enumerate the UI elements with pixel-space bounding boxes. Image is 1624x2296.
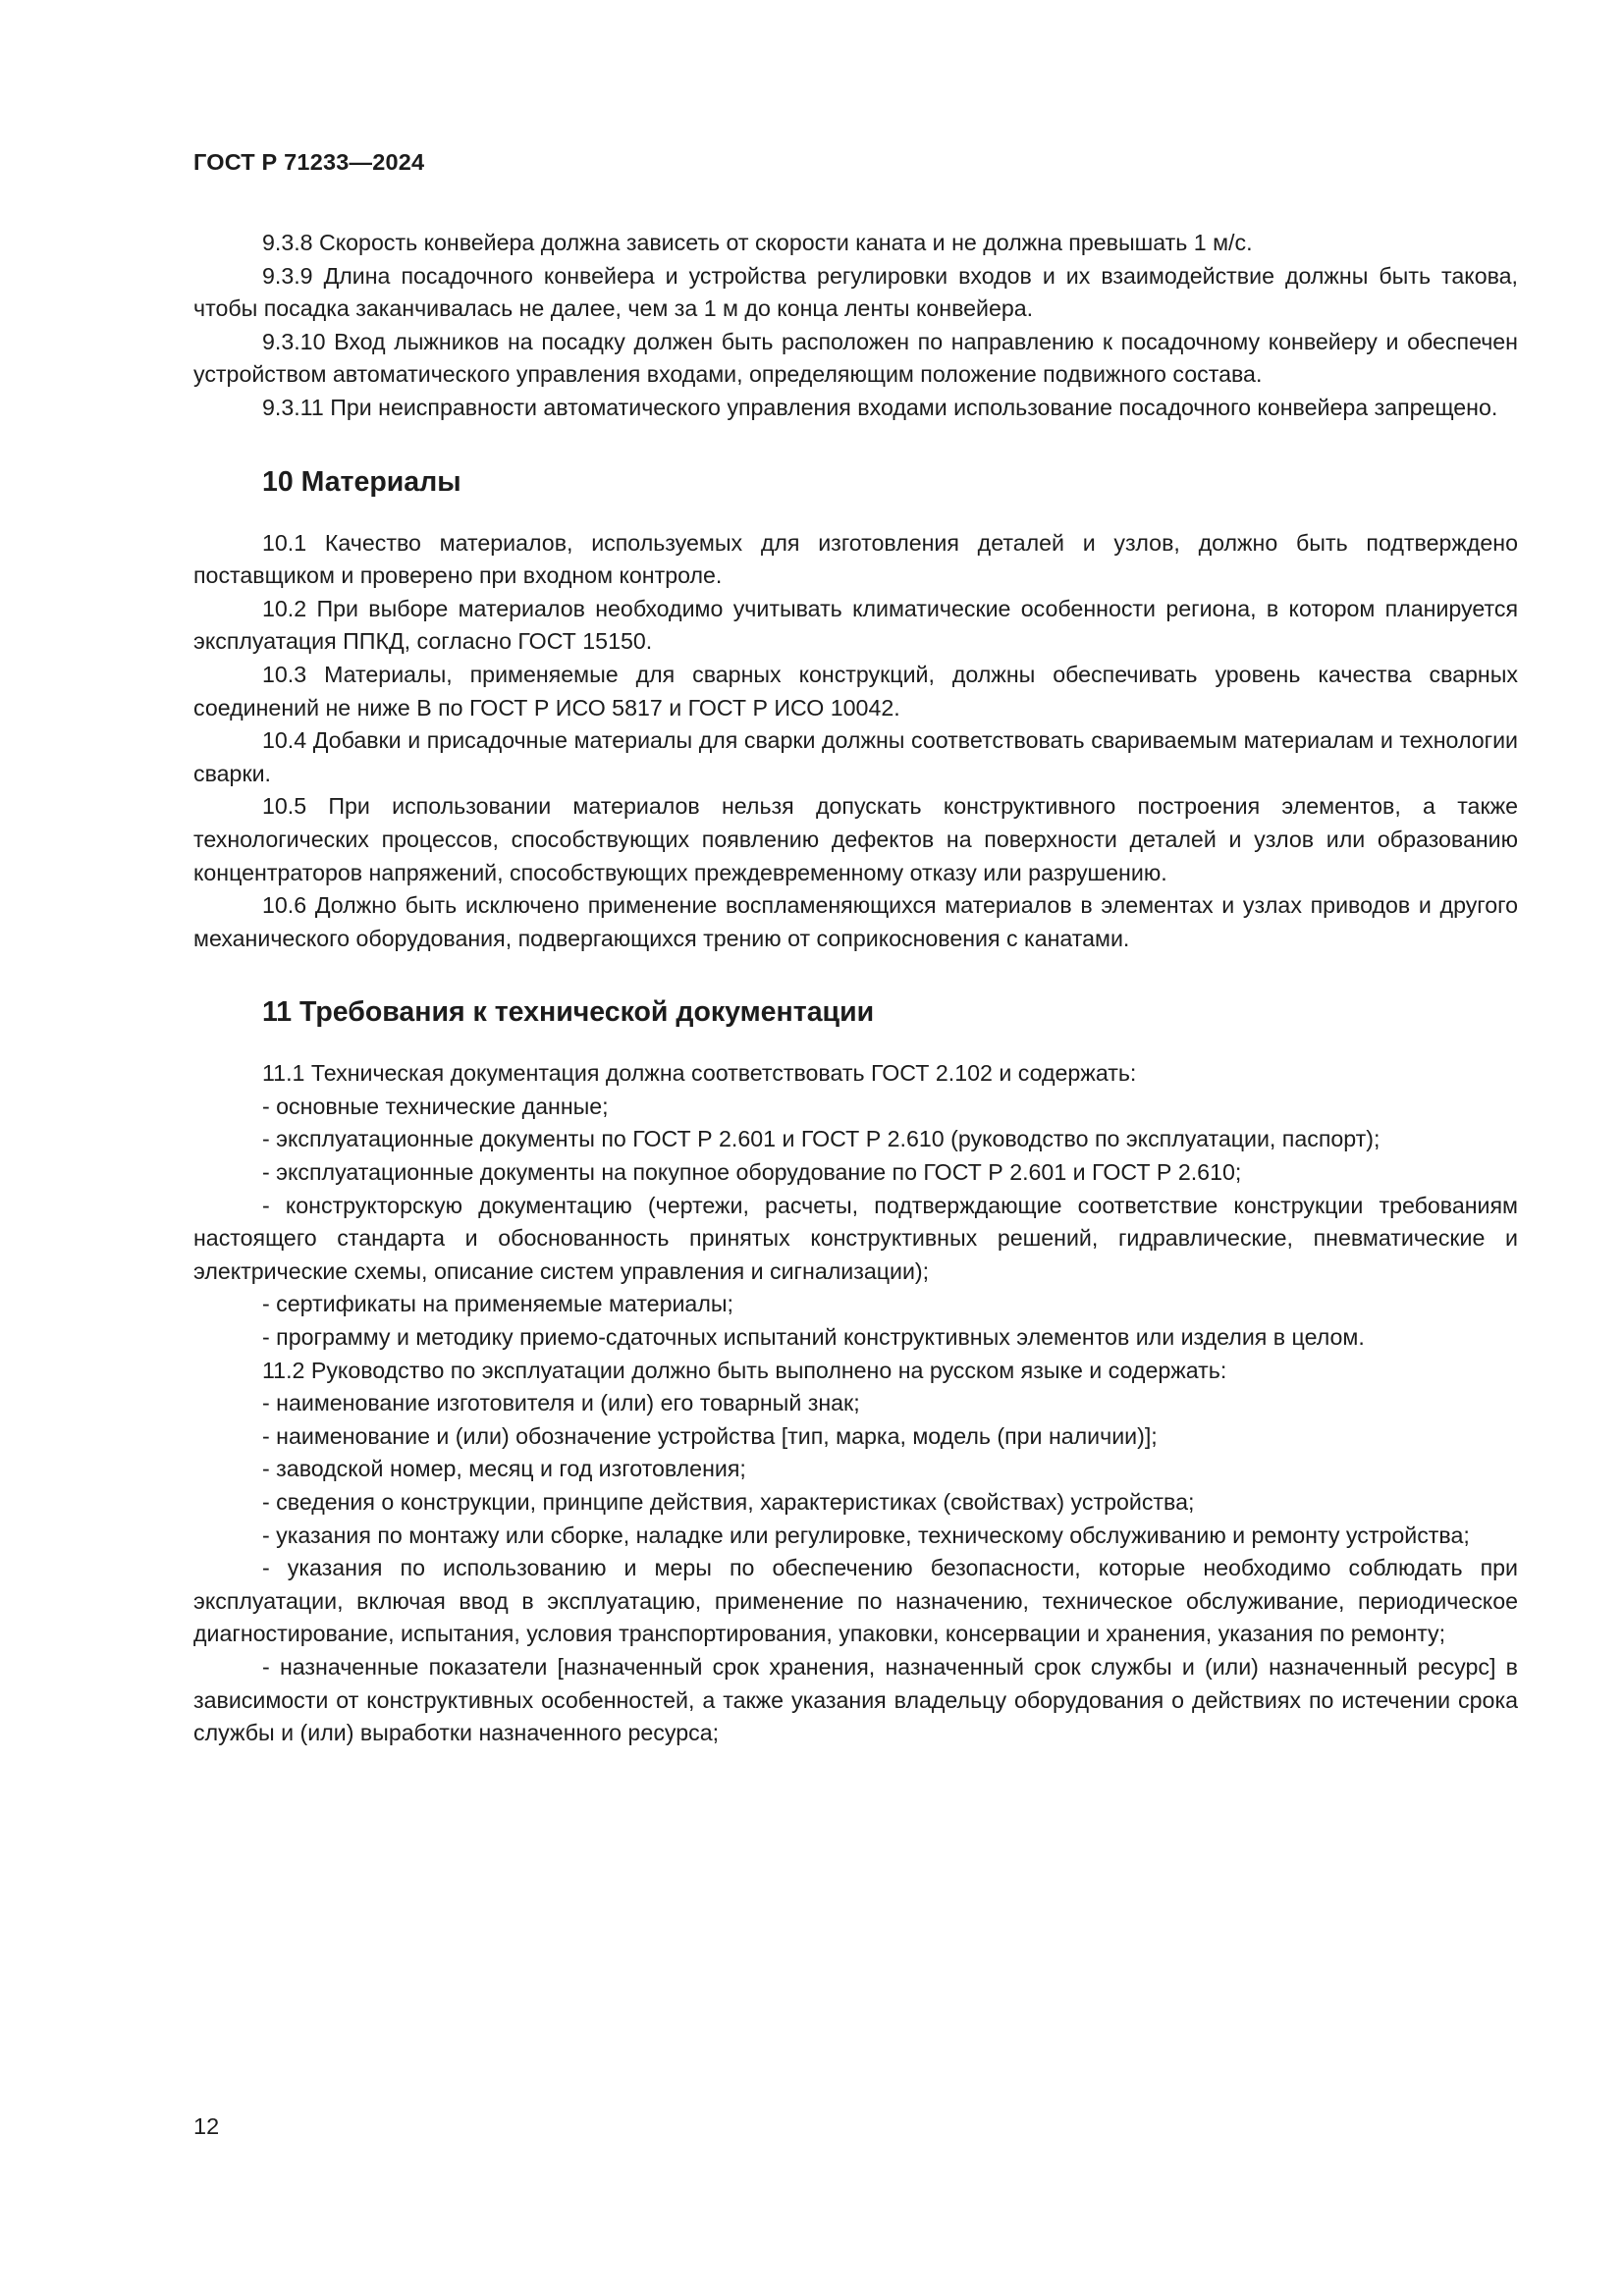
list-item-operational-documents: - эксплуатационные документы по ГОСТ Р 2.601 и ГОСТ Р 2.610 (руководство по эксплуатации, паспорт); bbox=[262, 1126, 1380, 1152]
list-item-purchased-equipment-documents: - эксплуатационные документы на покупное оборудование по ГОСТ Р 2.601 и ГОСТ Р 2.610; bbox=[262, 1159, 1242, 1186]
list-item-design-documentation: - конструкторскую документацию (чертежи, расчеты, подтверждающие соответствие конструкции требованиям настоящего стандарта и обоснованность принятых конструктивных решений, гидравлические, пневматические и электрические схемы, описание систем управления и сигнализации); bbox=[193, 1192, 1518, 1284]
paragraph-10-5: 10.5 При использовании материалов нельзя допускать конструктивного построения элементов, а также технологических процессов, способствующих появлению дефектов на поверхности деталей и узлов или образованию концентраторов напряжений, способствующих преждевременному отказу или разрушению. bbox=[193, 793, 1518, 885]
paragraph-10-2: 10.2 При выборе материалов необходимо учитывать климатические особенности региона, в котором планируется эксплуатация ППКД, согласно ГОСТ 15150. bbox=[193, 595, 1518, 655]
paragraph-9-3-11: 9.3.11 При неисправности автоматического управления входами использование посадочного конвейера запрещено. bbox=[262, 394, 1498, 420]
list-item-manufacturer-name: - наименование изготовителя и (или) его товарный знак; bbox=[262, 1390, 860, 1416]
page-number: 12 bbox=[193, 2113, 220, 2139]
list-item-device-designation: - наименование и (или) обозначение устройства [тип, марка, модель (при наличии)]; bbox=[262, 1422, 1158, 1449]
list-item-usage-safety-instructions: - указания по использованию и меры по обеспечению безопасности, которые необходимо соблюдать при эксплуатации, включая ввод в эксплуатацию, применение по назначению, техническое обслуживание, периодическое диагностирование, испытания, условия транспортирования, упаковки, консервации и хранения, указания по ремонту; bbox=[193, 1555, 1518, 1647]
list-item-material-certificates: - сертификаты на применяемые материалы; bbox=[262, 1291, 733, 1317]
list-item-acceptance-test-program: - программу и методику приемо-сдаточных испытаний конструктивных элементов или изделия в целом. bbox=[262, 1324, 1365, 1351]
section-heading-materials: 10 Материалы bbox=[262, 465, 461, 498]
list-item-design-information: - сведения о конструкции, принципе действия, характеристиках (свойствах) устройства; bbox=[262, 1489, 1195, 1515]
paragraph-9-3-9: 9.3.9 Длина посадочного конвейера и устройства регулировки входов и их взаимодействие должны быть такова, чтобы посадка заканчивалась не далее, чем за 1 м до конца ленты конвейера. bbox=[193, 262, 1518, 322]
list-item-installation-instructions: - указания по монтажу или сборке, наладке или регулировке, техническому обслуживанию и ремонту устройства; bbox=[262, 1522, 1470, 1548]
section-heading-technical-documentation: 11 Требования к технической документации bbox=[262, 996, 875, 1029]
paragraph-10-4: 10.4 Добавки и присадочные материалы для сварки должны соответствовать свариваемым материалам и технологии сварки. bbox=[193, 727, 1518, 786]
page-body bbox=[193, 227, 1518, 1750]
paragraph-10-3: 10.3 Материалы, применяемые для сварных конструкций, должны обеспечивать уровень качества сварных соединений не ниже В по ГОСТ Р ИСО 5817 и ГОСТ Р ИСО 10042. bbox=[193, 661, 1518, 721]
list-item-technical-data: - основные технические данные; bbox=[262, 1093, 609, 1119]
paragraph-11-1: 11.1 Техническая документация должна соответствовать ГОСТ 2.102 и содержать: bbox=[262, 1060, 1137, 1087]
document-code-header: ГОСТ Р 71233—2024 bbox=[193, 149, 425, 175]
paragraph-11-2: 11.2 Руководство по эксплуатации должно быть выполнено на русском языке и содержать: bbox=[262, 1357, 1227, 1383]
paragraph-10-1: 10.1 Качество материалов, используемых для изготовления деталей и узлов, должно быть подтверждено поставщиком и проверено при входном контроле. bbox=[193, 529, 1518, 589]
paragraph-10-6: 10.6 Должно быть исключено применение воспламеняющихся материалов в элементах и узлах приводов и другого механического оборудования, подвергающихся трению от соприкосновения с канатами. bbox=[193, 892, 1518, 951]
list-item-assigned-indicators: - назначенные показатели [назначенный срок хранения, назначенный срок службы и (или) назначенный ресурс] в зависимости от конструктивных особенностей, а также указания владельцу оборудования о действиях по истечении срока службы и (или) выработки назначенного ресурса; bbox=[193, 1653, 1518, 1746]
paragraph-9-3-10: 9.3.10 Вход лыжников на посадку должен быть расположен по направлению к посадочному конвейеру и обеспечен устройством автоматического управления входами, определяющим положение подвижного состава. bbox=[193, 328, 1518, 388]
list-item-serial-number: - заводской номер, месяц и год изготовления; bbox=[262, 1456, 746, 1482]
paragraph-9-3-8: 9.3.8 Скорость конвейера должна зависеть от скорости каната и не должна превышать 1 м/с. bbox=[262, 230, 1253, 255]
